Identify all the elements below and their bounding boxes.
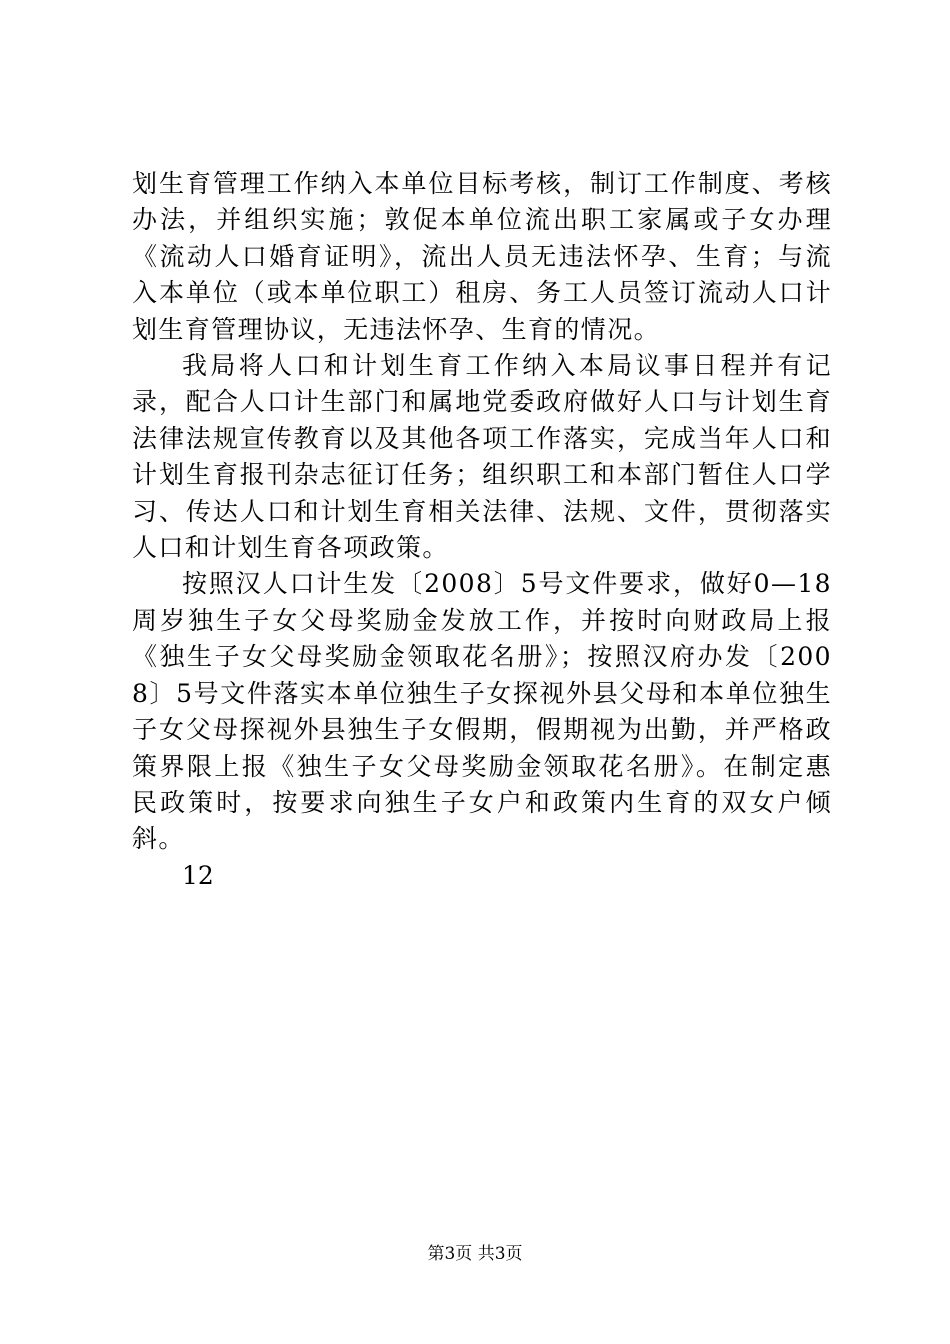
paragraph-3: 按照汉人口计生发〔2008〕5号文件要求，做好0—18周岁独生子女父母奖励金发放工作，并按时向财政局上报《独生子女父母奖励金领取花名册》；按照汉府办发〔2008〕5号文件落实本单位独生子女探视外县父母和本单位独生子女父母探视外县独生子女假期，假期视为出勤，并严格政策界限上报《独生子女父母奖励金领取花名册》。在制定惠民政策时，按要求向独生子女户和政策内生育的双女户倾斜。	[132, 569, 832, 854]
page-footer: 第3页 共3页	[427, 1244, 523, 1264]
paragraph-2: 我局将人口和计划生育工作纳入本局议事日程并有记录，配合人口计生部门和属地党委政府做好人口与计划生育法律法规宣传教育以及其他各项工作落实，完成当年人口和计划生育报刊杂志征订任务；组织职工和本部门暂住人口学习、传达人口和计划生育相关法律、法规、文件，贯彻落实人口和计划生育各项政策。	[132, 351, 832, 563]
document-body	[132, 166, 832, 894]
paragraph-1: 划生育管理工作纳入本单位目标考核，制订工作制度、考核办法，并组织实施；敦促本单位流出职工家属或子女办理《流动人口婚育证明》，流出人员无违法怀孕、生育；与流入本单位（或本单位职工）租房、务工人员签订流动人口计划生育管理协议，无违法怀孕、生育的情况。	[132, 169, 832, 344]
inline-page-number: 12	[182, 860, 214, 890]
